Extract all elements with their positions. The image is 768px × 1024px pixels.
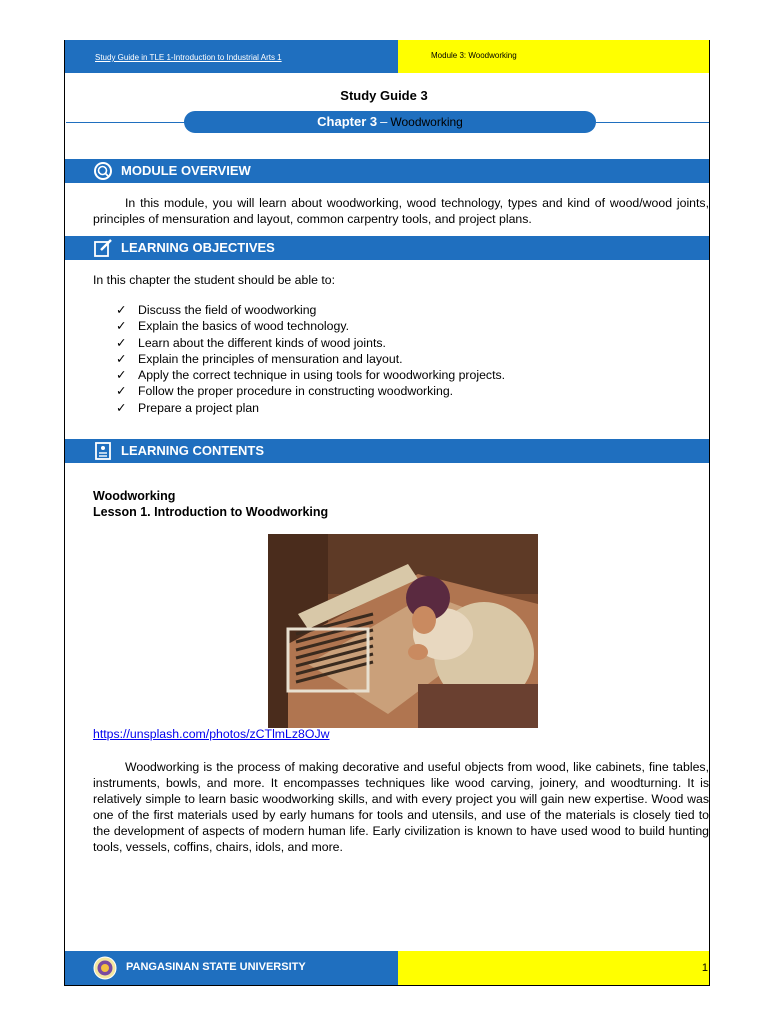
objective-text: Discuss the field of woodworking bbox=[138, 303, 317, 317]
objective-text: Prepare a project plan bbox=[138, 400, 259, 415]
check-icon: ✓ bbox=[116, 384, 127, 399]
learning-contents-title: LEARNING CONTENTS bbox=[121, 443, 264, 458]
objective-item bbox=[116, 351, 505, 367]
edit-note-icon bbox=[93, 238, 113, 258]
objective-text: Apply the correct technique in using tools for woodworking projects. bbox=[138, 368, 506, 383]
objective-item bbox=[116, 383, 505, 399]
lesson-title: Lesson 1. Introduction to Woodworking bbox=[93, 505, 329, 519]
check-icon: ✓ bbox=[116, 303, 127, 317]
module-overview-title: MODULE OVERVIEW bbox=[121, 163, 251, 178]
header-module-title: Module 3: Woodworking bbox=[431, 51, 517, 60]
objectives-intro: In this chapter the student should be able to: bbox=[93, 273, 336, 287]
objective-item bbox=[116, 400, 505, 416]
chapter-number: Chapter 3 bbox=[317, 114, 378, 129]
footer-right-band bbox=[398, 951, 709, 985]
module-overview-text: In this module, you will learn about woodworking, wood technology, types and kind of wood/wood joints, principles of mensuration and layout, common carpentry tools, and project plans. bbox=[93, 196, 709, 226]
chapter-name: Woodworking bbox=[390, 115, 463, 129]
objective-item bbox=[116, 318, 505, 334]
check-icon: ✓ bbox=[116, 335, 127, 350]
header-course-title[interactable]: Study Guide in TLE 1-Introduction to Industrial Arts 1 bbox=[95, 53, 282, 62]
footer-university-name: PANGASINAN STATE UNIVERSITY bbox=[126, 961, 306, 973]
chapter-banner bbox=[184, 111, 596, 133]
check-icon: ✓ bbox=[116, 319, 127, 334]
check-icon: ✓ bbox=[116, 400, 127, 415]
woodworking-body-text: Woodworking is the process of making decorative and useful objects from wood, like cabinets, fine tables, instruments, bowls, and more. It encompasses techniques like wood carving, joinery, and woodturning. It is relatively simple to learn basic woodworking skills, and with every project you will gain new expertise. Wood was one of the first materials used by early humans for tools and utensils, and use of the materials is closely tied to the development of aspects of modern human life. Early civilization is known to have used wood to build hunting tools, vessels, coffins, chairs, idols, and more. bbox=[93, 760, 709, 854]
lesson-heading bbox=[93, 488, 328, 520]
check-icon: ✓ bbox=[116, 368, 127, 383]
woodcarver-photo bbox=[268, 534, 538, 728]
learning-contents-bar bbox=[65, 439, 709, 463]
study-guide-title: Study Guide 3 bbox=[340, 88, 428, 103]
objective-text: Follow the proper procedure in constructing woodworking. bbox=[138, 384, 454, 399]
objectives-list bbox=[116, 302, 505, 416]
learning-objectives-bar bbox=[65, 236, 709, 260]
objective-item bbox=[116, 367, 505, 383]
document-icon bbox=[93, 441, 113, 461]
page-number: 1 bbox=[701, 962, 708, 974]
check-icon: ✓ bbox=[116, 351, 127, 366]
objective-text: Explain the basics of wood technology. bbox=[138, 319, 349, 334]
learning-objectives-title: LEARNING OBJECTIVES bbox=[121, 240, 275, 255]
module-overview-bar bbox=[65, 159, 709, 183]
chapter-rule-left bbox=[66, 122, 186, 123]
image-source-link[interactable]: https://unsplash.com/photos/zCTlmLz8OJw bbox=[93, 727, 330, 741]
chapter-separator: – bbox=[380, 114, 388, 129]
objective-item bbox=[116, 335, 505, 351]
topic-title: Woodworking bbox=[93, 489, 176, 503]
search-badge-icon bbox=[93, 161, 113, 181]
chapter-rule-right bbox=[596, 122, 709, 123]
objective-item bbox=[116, 302, 505, 318]
university-seal-icon bbox=[93, 956, 117, 980]
objective-text: Explain the principles of mensuration and layout. bbox=[138, 351, 403, 366]
objective-text: Learn about the different kinds of wood joints. bbox=[138, 335, 386, 350]
